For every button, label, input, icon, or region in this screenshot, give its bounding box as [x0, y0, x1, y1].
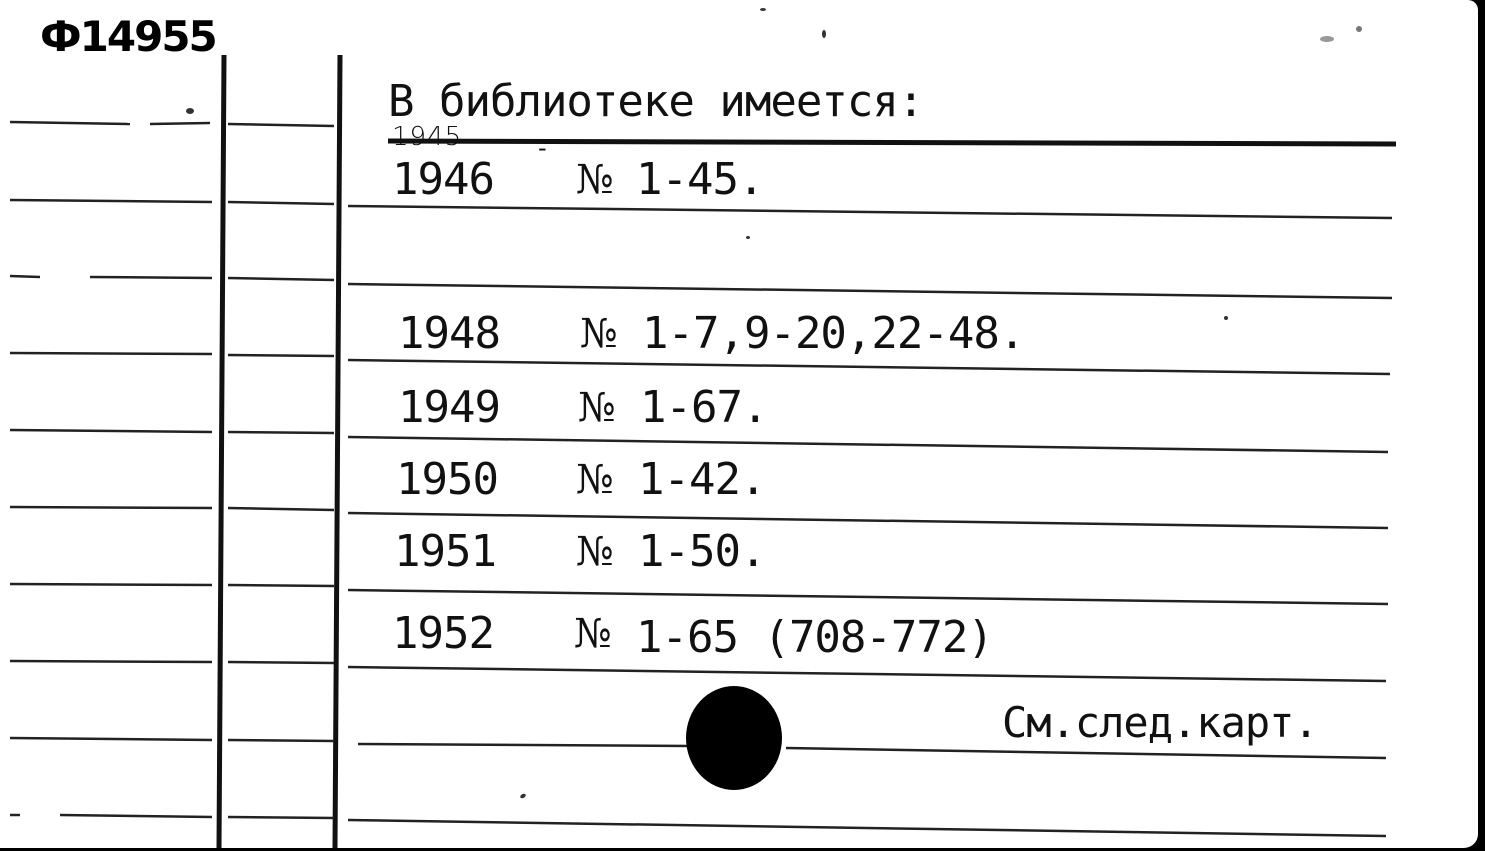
- holding-issues: 1-45.: [636, 154, 764, 205]
- holding-year: 1951: [394, 526, 496, 577]
- holding-year: 1949: [398, 382, 500, 433]
- holding-year: 1948: [398, 308, 500, 359]
- ruled-lines-margin: [10, 122, 334, 818]
- holding-issues: 1-7,9-20,22-48.: [642, 308, 1025, 359]
- punch-hole: [686, 686, 782, 790]
- number-sign: №: [576, 529, 614, 575]
- handwritten-year: 1945: [392, 122, 463, 152]
- holding-year: 1950: [396, 454, 498, 505]
- ink-speck: [1224, 316, 1228, 320]
- holdings-heading: В библиотеке имеется:: [388, 76, 924, 127]
- ink-speck: [822, 30, 826, 38]
- vertical-rule-left: [219, 55, 224, 848]
- holding-issues: 1-65 (708-772): [636, 612, 993, 663]
- holding-issues: 1-42.: [638, 454, 766, 505]
- ink-speck: [1356, 26, 1362, 32]
- card-number: Ф14955: [40, 12, 216, 61]
- number-sign: №: [580, 311, 618, 357]
- number-sign: №: [578, 385, 616, 431]
- holding-year: 1946: [392, 154, 494, 205]
- number-sign: №: [576, 457, 614, 503]
- ink-speck: [760, 8, 766, 11]
- ink-speck: [1320, 36, 1334, 42]
- see-next-card-note: См.след.карт.: [1002, 698, 1318, 747]
- handwritten-dash: -: [538, 134, 547, 162]
- number-sign: №: [574, 611, 612, 657]
- holding-issues: 1-50.: [638, 526, 766, 577]
- holding-issues: 1-67.: [640, 382, 768, 433]
- vertical-rule-right: [335, 55, 340, 848]
- number-sign: №: [576, 157, 614, 203]
- ink-speck: [186, 108, 194, 114]
- holding-year: 1952: [392, 608, 494, 659]
- ink-speck: [746, 236, 750, 239]
